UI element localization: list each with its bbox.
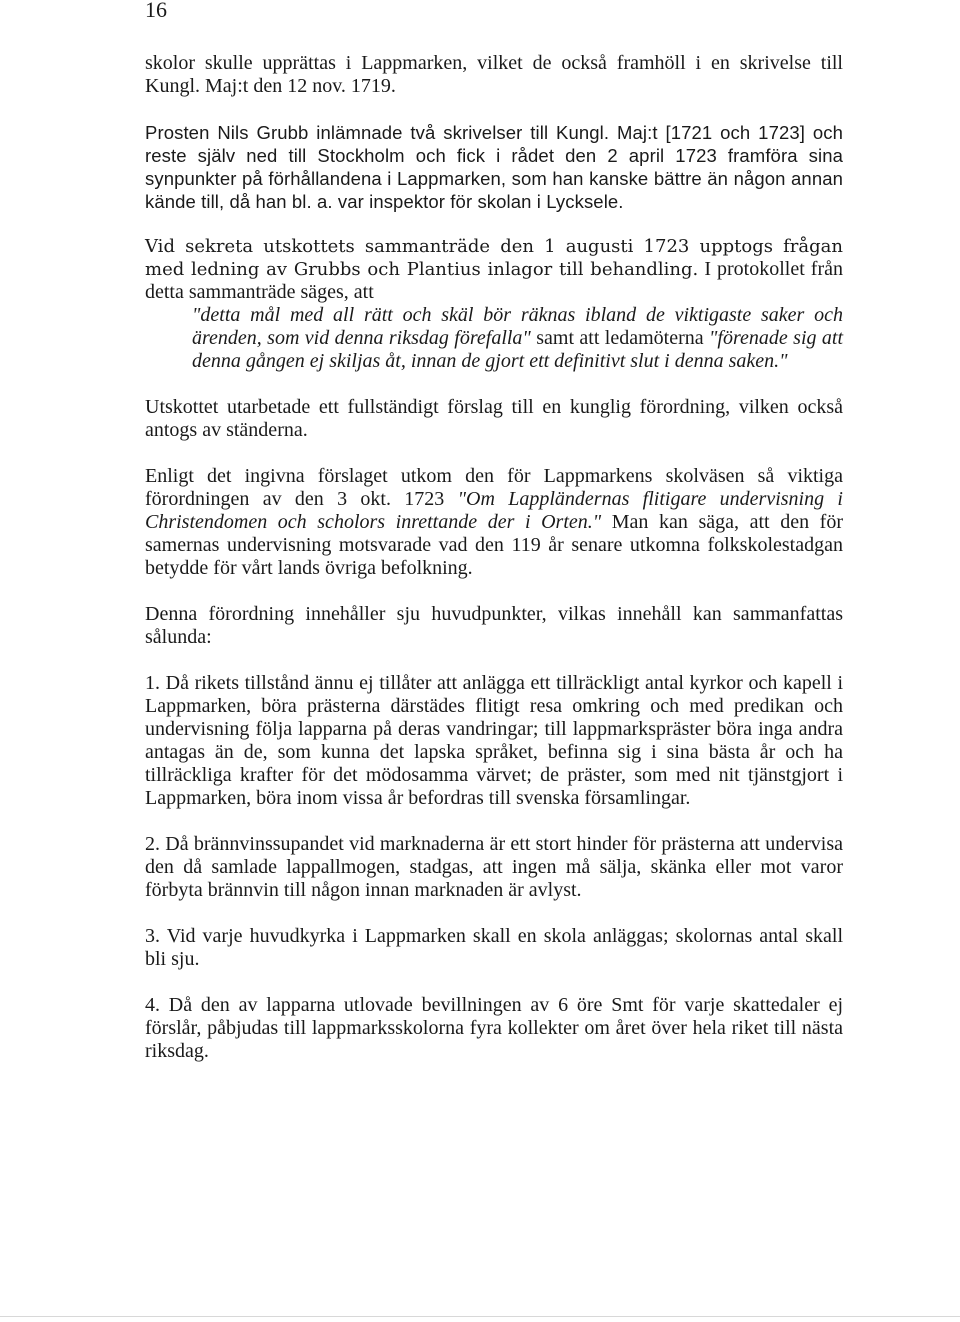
paragraph-5 [145, 465, 843, 580]
paragraph-5-end: Man kan säga, att den för samernas undervisning motsvarade vad den 119 år senare utkomna folkskolestadgan betydde för vårt lands övriga befolkning. [145, 511, 843, 579]
list-item-1: 1. Då rikets tillstånd ännu ej tillåter att anlägga ett tillräckligt antal kyrkor och kapell i Lappmarken, böra prästerna därstädes flitigt resa omkring och med predikan och undervisning följa lapparna på deras vandringar; till lappmarkspräster böra inga andra antagas än de, som kunna det lapska språket, befinna sig i sina bästa år och ha tillräckliga krafter för det mödosamma värvet; de präster, som med nit tjänstgjort i Lappmarken, böra inom vissa år befordras till svenska församlingar. [145, 672, 843, 809]
paragraph-3-continuation: I protokollet från detta sammanträde säges, att [145, 258, 844, 303]
block-quote [192, 304, 843, 373]
paragraph-3 [145, 235, 843, 304]
list-item-3: 3. Vid varje huvudkyrka i Lappmarken skall en skola anläggas; skolornas antal skall bli sju. [145, 925, 843, 970]
paragraph-1: skolor skulle upprättas i Lappmarken, vilket de också framhöll i en skrivelse till Kungl. Maj:t den 12 nov. 1719. [145, 52, 843, 97]
scan-bottom-edge [0, 1316, 960, 1317]
paragraph-3-text: Vid sekreta utskottets sammanträde den 1 augusti 1723 upptogs frågan med ledning av Grubbs och Plantius inlagor till behandling. [145, 236, 843, 280]
page-number: 16 [145, 0, 167, 22]
paragraph-6: Denna förordning innehåller sju huvudpunkter, vilkas innehåll kan sammanfattas sålunda: [145, 603, 843, 648]
ordinance-title: "Om Lappländernas flitigare undervisning i Christendomen och scholors inrettande der i Orten." [145, 488, 843, 533]
quote-part-2: "förenade sig att denna gången ej skiljas åt, innan de gjort ett definitivt slut i denna saken." [192, 327, 844, 372]
quote-part-1: "detta mål med all rätt och skäl bör räknas ibland de viktigaste saker och ärenden, som vid denna riksdag förefalla" [192, 304, 843, 349]
paragraph-2: Prosten Nils Grubb inlämnade två skrivelser till Kungl. Maj:t [1721 och 1723] och reste själv ned till Stockholm och fick i rådet den 2 april 1723 framföra sina synpunkter på förhållandena i Lappmarken, som han kanske bättre än någon annan kände till, då han bl. a. var inspektor för skolan i Lycksele. [145, 122, 843, 212]
list-item-2: 2. Då brännvinssupandet vid marknaderna är ett stort hinder för prästerna att undervisa den då samlade lappallmogen, stadgas, att ingen må sälja, skänka eller mot varor förbyta brännvin till någon innan marknaden är avlyst. [145, 833, 843, 901]
quote-middle: samt att ledamöterna [530, 327, 710, 349]
paragraph-5-start: Enligt det ingivna förslaget utkom den för Lappmarkens skolväsen så viktiga förordningen av den 3 okt. 1723 [145, 465, 843, 510]
paragraph-4: Utskottet utarbetade ett fullständigt förslag till en kunglig förordning, vilken också antogs av ständerna. [145, 396, 843, 441]
list-item-4: 4. Då den av lapparna utlovade bevillningen av 6 öre Smt för varje skattedaler ej förslår, påbjudas till lappmarksskolorna fyra kollekter om året över hela riket till nästa riksdag. [145, 994, 843, 1062]
document-body [145, 52, 843, 1063]
